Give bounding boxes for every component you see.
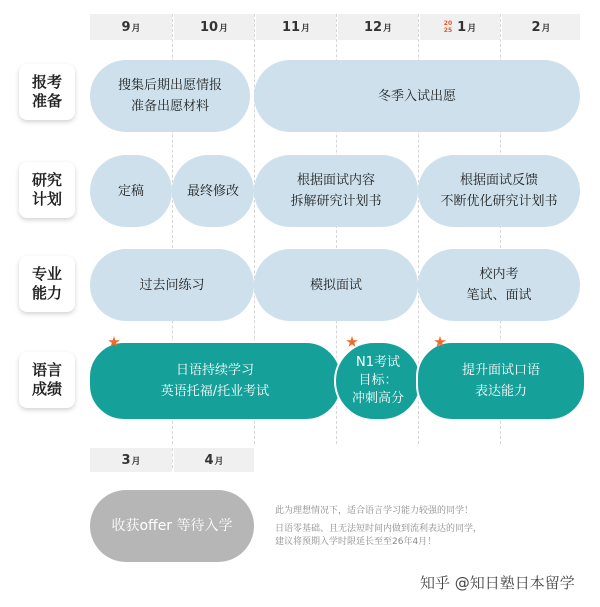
month-unit: 月	[301, 23, 311, 34]
pill-line: 冬季入试出愿	[377, 88, 456, 104]
row-label-professional	[19, 256, 75, 312]
pill-collect-info	[90, 60, 250, 132]
pill-offer	[90, 490, 254, 562]
pill-line: 表达能力	[474, 384, 527, 399]
pill-past-papers	[90, 249, 254, 321]
pill-line: 提升面试口语	[461, 363, 540, 378]
month-number: 4	[204, 452, 214, 468]
pill-interview-speaking	[416, 341, 586, 421]
pill-line: 英语托福/托业考试	[160, 384, 270, 399]
pill-line: 最终修改	[186, 183, 239, 199]
month-unit: 月	[214, 456, 224, 467]
month-divider	[172, 448, 173, 468]
pill-japanese-study	[88, 341, 342, 421]
pill-line: 准备出愿材料	[130, 99, 209, 114]
row-label-application	[19, 64, 75, 120]
pill-line: 目标：	[358, 373, 398, 388]
row-label-research	[19, 162, 75, 218]
month-number: 12	[363, 19, 383, 35]
pill-final-revision	[172, 155, 254, 227]
year-top: 20	[443, 20, 453, 27]
year-bottom: 25	[443, 27, 453, 34]
pill-line: 搜集后期出愿情报	[117, 78, 222, 93]
label-line: 研究	[31, 171, 62, 189]
month-header-oct	[174, 14, 254, 40]
pill-line: 定稿	[117, 183, 144, 199]
note-ideal: 此为理想情况下，适合语言学习能力较强的同学！	[275, 506, 474, 516]
note-beginner: 日语零基础、且无法短时间内做到流利表达的同学，	[275, 524, 483, 534]
pill-line: 模拟面试	[309, 277, 362, 293]
month-header-dec	[338, 14, 418, 40]
month-number: 2	[531, 19, 541, 35]
month-header-apr	[174, 448, 254, 472]
pill-school-exam	[418, 249, 580, 321]
month-number: 9	[121, 19, 131, 35]
pill-line: 根据面试反馈	[459, 173, 538, 188]
pill-interview-plan	[254, 155, 418, 227]
label-line: 专业	[31, 265, 62, 283]
month-header-nov	[256, 14, 336, 40]
label-line: 准备	[31, 92, 62, 110]
note-extend: 建议将预期入学时限延长至至26年4月！	[275, 537, 437, 547]
pill-line: 冲刺高分	[351, 391, 404, 406]
month-unit: 月	[131, 456, 141, 467]
pill-line: 日语持续学习	[175, 363, 254, 378]
month-header-jan	[420, 14, 500, 40]
label-line: 成绩	[31, 380, 62, 398]
pill-mock-interview	[254, 249, 418, 321]
label-line: 报考	[31, 73, 62, 91]
pill-line: N1考试	[356, 355, 400, 370]
year-marker	[444, 20, 452, 34]
pill-winter-application	[254, 60, 580, 132]
month-header-feb	[502, 14, 580, 40]
month-number: 3	[121, 452, 131, 468]
pill-line: 拆解研究计划书	[290, 194, 382, 209]
pill-line: 校内考	[479, 267, 519, 282]
label-line: 语言	[31, 361, 62, 379]
month-number: 11	[281, 19, 301, 35]
label-line: 计划	[31, 190, 62, 208]
month-unit: 月	[467, 23, 477, 34]
month-number: 10	[199, 19, 219, 35]
label-line: 能力	[31, 284, 62, 302]
watermark: 知乎 @知日塾日本留学	[420, 574, 575, 592]
month-unit: 月	[383, 23, 393, 34]
pill-line: 不断优化研究计划书	[440, 194, 558, 209]
pill-line: 笔试、面试	[466, 288, 532, 303]
month-unit: 月	[131, 23, 141, 34]
month-unit: 月	[219, 23, 229, 34]
month-unit: 月	[541, 23, 551, 34]
month-header-sep	[90, 14, 172, 40]
pill-line: 根据面试内容	[296, 173, 375, 188]
pill-line: 收获offer 等待入学	[111, 517, 233, 534]
pill-line: 过去问练习	[139, 277, 205, 293]
pill-finalize	[90, 155, 172, 227]
pill-n1-exam	[334, 341, 422, 421]
row-label-language	[19, 352, 75, 408]
pill-optimize-plan	[418, 155, 580, 227]
month-header-mar	[90, 448, 172, 472]
month-number: 1	[457, 19, 467, 35]
